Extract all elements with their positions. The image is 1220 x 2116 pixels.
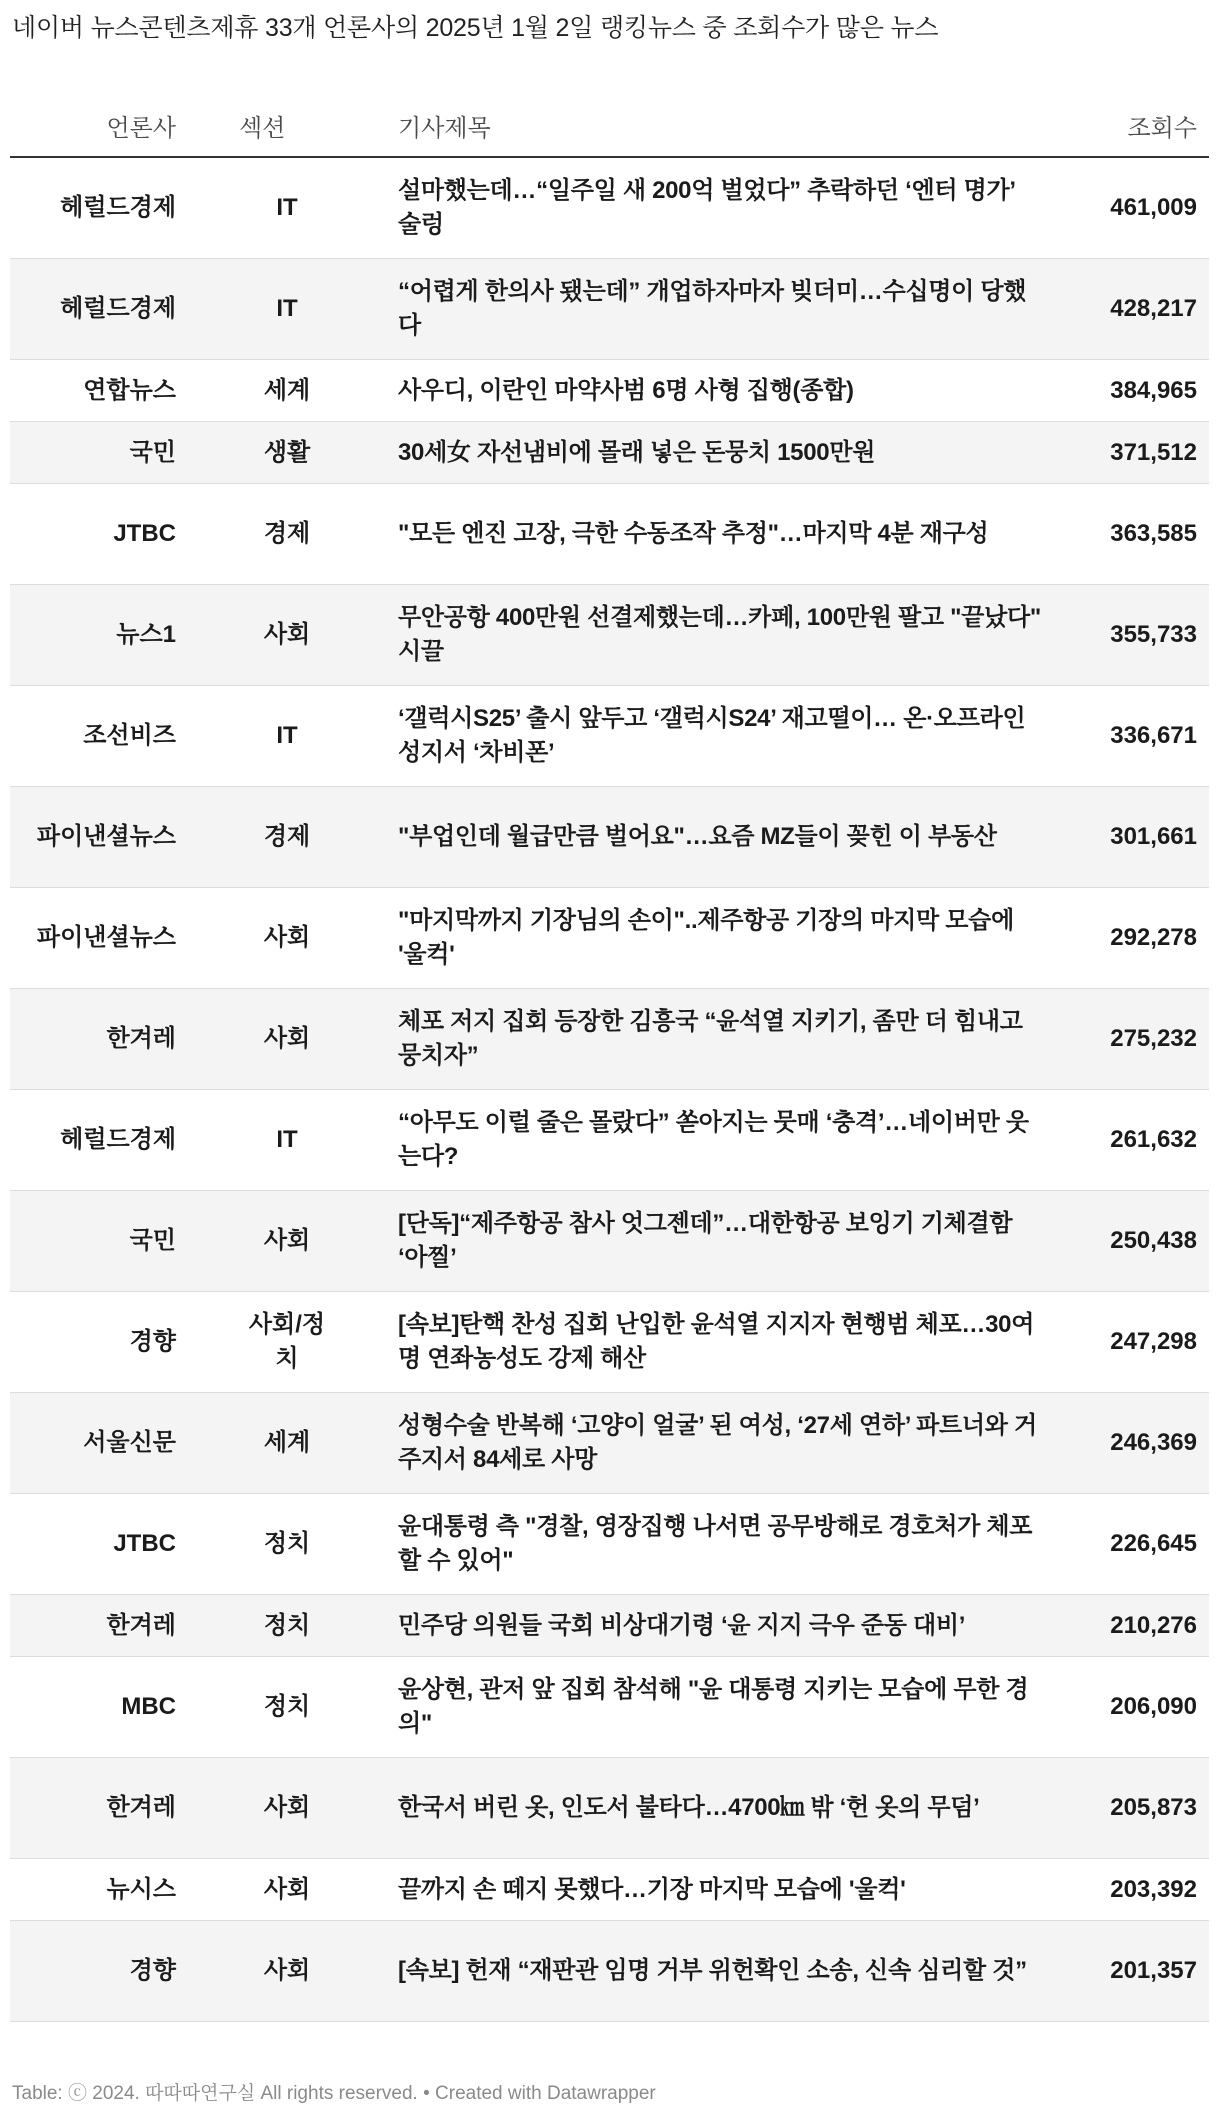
views-cell: 292,278 [1049,888,1209,989]
section-label: 사회 [263,1025,311,1052]
table-row [10,787,1209,888]
publisher-cell: 연합뉴스 [10,360,178,422]
section-cell [178,157,398,259]
publisher-cell: 파이낸셜뉴스 [10,787,178,888]
views-cell: 201,357 [1049,1921,1209,2022]
section-label: 경제 [263,823,311,850]
table-row [10,1191,1209,1292]
headline-cell: [단독]“제주항공 참사 엇그젠데”…대한항공 보잉기 기체결함 ‘아찔’ [398,1191,1049,1292]
publisher-cell: 헤럴드경제 [10,1090,178,1191]
table-row [10,360,1209,422]
table-row [10,1859,1209,1921]
headline-cell: 끝까지 손 떼지 못했다…기장 마지막 모습에 '울컥' [398,1859,1049,1921]
headline-cell: 한국서 버린 옷, 인도서 불타다…4700㎞ 밖 ‘헌 옷의 무덤’ [398,1758,1049,1859]
headline-cell: 체포 저지 집회 등장한 김흥국 “윤석열 지키기, 좀만 더 힘내고 뭉치자” [398,989,1049,1090]
views-cell: 210,276 [1049,1595,1209,1657]
table-row [10,1090,1209,1191]
section-label: 정치 [263,1530,311,1557]
footer-credit: Table: ⓒ 2024. 따따따연구실 All rights reserved. • Created with Datawrapper [12,2083,656,2104]
headline-cell: 30세女 자선냄비에 몰래 넣은 돈뭉치 1500만원 [398,422,1049,484]
table-row [10,157,1209,259]
table-row [10,1657,1209,1758]
section-label: 경제 [263,520,311,547]
table-row [10,888,1209,989]
headline-cell: "마지막까지 기장님의 손이"..제주항공 기장의 마지막 모습에 '울컥' [398,888,1049,989]
section-cell [178,888,398,989]
headline-cell: [속보]탄핵 찬성 집회 난입한 윤석열 지지자 현행범 체포…30여명 연좌농성도 강제 해산 [398,1292,1049,1393]
section-label: 사회/정치 [248,1311,326,1372]
section-label: 정치 [263,1693,311,1720]
publisher-cell: 한겨레 [10,1758,178,1859]
headline-cell: 설마했는데…“일주일 새 200억 벌었다” 추락하던 ‘엔터 명가’ 술렁 [398,157,1049,259]
views-cell: 203,392 [1049,1859,1209,1921]
publisher-cell: 경향 [10,1921,178,2022]
table-header-row [10,94,1209,157]
publisher-cell: 뉴스1 [10,585,178,686]
section-cell [178,1191,398,1292]
section-cell [178,1393,398,1494]
headline-cell: “어렵게 한의사 됐는데” 개업하자마자 빚더미…수십명이 당했다 [398,259,1049,360]
headline-cell: "모든 엔진 고장, 극한 수동조작 추정"…마지막 4분 재구성 [398,484,1049,585]
table-row [10,1292,1209,1393]
views-cell: 461,009 [1049,157,1209,259]
publisher-cell: 경향 [10,1292,178,1393]
section-cell [178,1859,398,1921]
section-label: 사회 [263,1957,311,1984]
publisher-cell: 서울신문 [10,1393,178,1494]
views-cell: 275,232 [1049,989,1209,1090]
table-row [10,422,1209,484]
views-cell: 246,369 [1049,1393,1209,1494]
table-row [10,1393,1209,1494]
views-cell: 226,645 [1049,1494,1209,1595]
section-label: 세계 [263,376,311,404]
publisher-cell: 헤럴드경제 [10,259,178,360]
views-cell: 301,661 [1049,787,1209,888]
section-cell [178,1657,398,1758]
publisher-cell: 한겨레 [10,1595,178,1657]
section-cell [178,484,398,585]
views-cell: 355,733 [1049,585,1209,686]
section-label: 세계 [263,1429,311,1456]
chart-title: 네이버 뉴스콘텐츠제휴 33개 언론사의 2025년 1월 2일 랭킹뉴스 중 조회수가 많은 뉴스 [12,14,939,42]
column-header-views[interactable]: 조회수 [1049,94,1209,157]
headline-cell: "부업인데 월급만큼 벌어요"…요즘 MZ들이 꽂힌 이 부동산 [398,787,1049,888]
section-label: 생활 [263,438,311,466]
headline-cell: 윤대통령 측 "경찰, 영장집행 나서면 공무방해로 경호처가 체포할 수 있어" [398,1494,1049,1595]
section-cell [178,1494,398,1595]
table-row [10,686,1209,787]
section-label: IT [276,194,298,221]
views-cell: 261,632 [1049,1090,1209,1191]
publisher-cell: 뉴시스 [10,1859,178,1921]
section-cell [178,787,398,888]
section-cell [178,1921,398,2022]
headline-cell: 민주당 의원들 국회 비상대기령 ‘윤 지지 극우 준동 대비’ [398,1595,1049,1657]
table-row [10,259,1209,360]
section-cell [178,1758,398,1859]
section-label: IT [276,722,298,749]
section-cell [178,989,398,1090]
section-label: 정치 [263,1611,311,1639]
views-cell: 247,298 [1049,1292,1209,1393]
section-label: 사회 [263,924,311,951]
views-cell: 371,512 [1049,422,1209,484]
publisher-cell: 국민 [10,422,178,484]
publisher-cell: JTBC [10,1494,178,1595]
section-label: IT [276,1126,298,1153]
table-row [10,1921,1209,2022]
views-cell: 428,217 [1049,259,1209,360]
section-label: 사회 [263,1227,311,1254]
table-row [10,1494,1209,1595]
views-cell: 336,671 [1049,686,1209,787]
table-row [10,1758,1209,1859]
publisher-cell: 헤럴드경제 [10,157,178,259]
views-cell: 363,585 [1049,484,1209,585]
section-cell [178,1090,398,1191]
views-cell: 384,965 [1049,360,1209,422]
headline-cell: 성형수술 반복해 ‘고양이 얼굴’ 된 여성, ‘27세 연하’ 파트너와 거주지서 84세로 사망 [398,1393,1049,1494]
headline-cell: 무안공항 400만원 선결제했는데…카페, 100만원 팔고 "끝났다" 시끌 [398,585,1049,686]
views-cell: 250,438 [1049,1191,1209,1292]
column-header-section[interactable]: 섹션 [178,94,398,157]
publisher-cell: 조선비즈 [10,686,178,787]
headline-cell: 윤상현, 관저 앞 집회 참석해 "윤 대통령 지키는 모습에 무한 경의" [398,1657,1049,1758]
news-ranking-table [10,94,1209,2022]
section-cell [178,585,398,686]
section-cell [178,422,398,484]
headline-cell: [속보] 헌재 “재판관 임명 거부 위헌확인 소송, 신속 심리할 것” [398,1921,1049,2022]
column-header-headline[interactable]: 기사제목 [398,94,1049,157]
section-cell [178,259,398,360]
publisher-cell: 한겨레 [10,989,178,1090]
section-cell [178,1292,398,1393]
section-label: 사회 [263,1875,311,1903]
headline-cell: 사우디, 이란인 마약사범 6명 사형 집행(종합) [398,360,1049,422]
section-label: 사회 [263,1794,311,1821]
section-cell [178,1595,398,1657]
table-row [10,585,1209,686]
section-label: 사회 [263,621,311,648]
section-cell [178,686,398,787]
table-row [10,1595,1209,1657]
publisher-cell: JTBC [10,484,178,585]
table-row [10,989,1209,1090]
publisher-cell: 국민 [10,1191,178,1292]
table-row [10,484,1209,585]
views-cell: 205,873 [1049,1758,1209,1859]
publisher-cell: MBC [10,1657,178,1758]
section-label: IT [276,295,298,322]
publisher-cell: 파이낸셜뉴스 [10,888,178,989]
headline-cell: ‘갤럭시S25’ 출시 앞두고 ‘갤럭시S24’ 재고떨이… 온·오프라인 성지서 ‘차비폰’ [398,686,1049,787]
views-cell: 206,090 [1049,1657,1209,1758]
section-cell [178,360,398,422]
headline-cell: “아무도 이럴 줄은 몰랐다” 쏟아지는 뭇매 ‘충격’…네이버만 웃는다? [398,1090,1049,1191]
column-header-publisher[interactable]: 언론사 [10,94,178,157]
